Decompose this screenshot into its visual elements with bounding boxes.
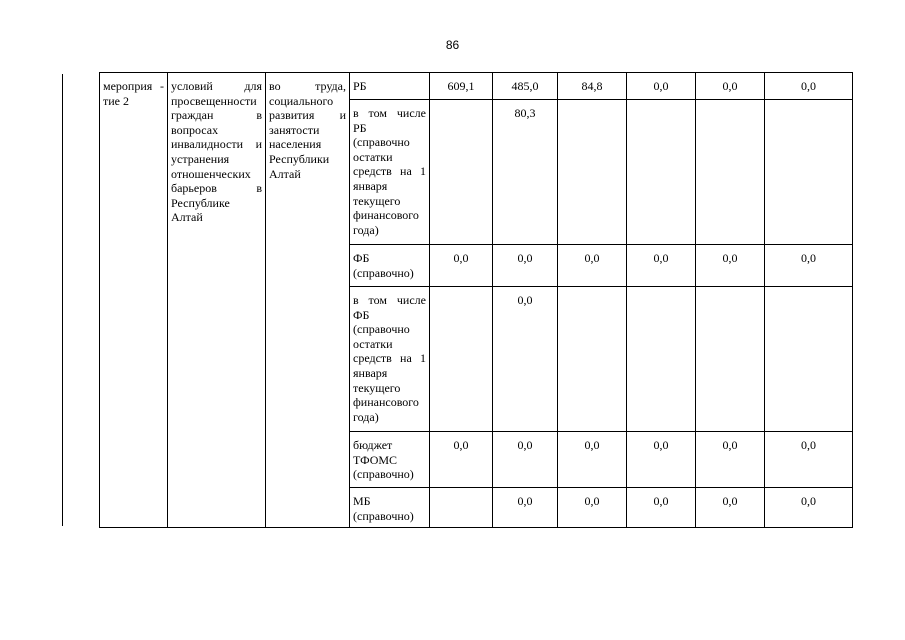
text-line: остатки (353, 336, 393, 351)
text-line: развития и (269, 108, 346, 123)
value-cell: 0,0 (696, 245, 765, 287)
text-line: ТФОМС (353, 452, 398, 467)
text-line: бюджет (353, 438, 393, 452)
value-cell (430, 100, 493, 245)
text-line: (справочно) (353, 508, 414, 523)
measure-name-cell (100, 73, 168, 528)
text-line: ФБ (353, 307, 370, 322)
value-cell (765, 100, 853, 245)
text-line: (справочно) (353, 467, 414, 482)
funding-source-cell (350, 73, 430, 100)
text-line: отношенческих (171, 166, 251, 181)
text-line: мероприя - (103, 79, 164, 93)
value-cell: 0,0 (430, 245, 493, 287)
text-line: во труда, (269, 79, 346, 93)
value-cell: 0,0 (627, 73, 696, 100)
text-line: января (353, 178, 388, 193)
value-cell (558, 100, 627, 245)
text-line: текущего (353, 380, 401, 395)
funding-source-cell (350, 432, 430, 488)
value-cell: 0,0 (765, 432, 853, 488)
text-line: социального (269, 93, 334, 108)
value-cell: 84,8 (558, 73, 627, 100)
value-cell (430, 287, 493, 432)
text-line: занятости (269, 122, 320, 137)
text-line: вопросах (171, 122, 219, 137)
text-line: МБ (353, 494, 371, 508)
text-line: финансового (353, 208, 419, 223)
value-cell: 0,0 (430, 432, 493, 488)
text-line: инвалидности и (171, 137, 262, 152)
funding-source-cell (350, 287, 430, 432)
value-cell: 0,0 (493, 287, 558, 432)
text-line: (справочно (353, 322, 410, 337)
text-line: просвещенности (171, 93, 257, 108)
value-cell: 0,0 (627, 245, 696, 287)
value-cell: 0,0 (558, 488, 627, 528)
value-cell: 0,0 (627, 488, 696, 528)
value-cell: 0,0 (558, 432, 627, 488)
value-cell (765, 287, 853, 432)
value-cell: 0,0 (765, 245, 853, 287)
text-line: (справочно (353, 135, 410, 150)
value-cell (696, 100, 765, 245)
text-line: Алтай (171, 210, 203, 225)
responsible-executor-cell (266, 73, 350, 528)
value-cell: 0,0 (765, 488, 853, 528)
text-line: населения (269, 137, 322, 152)
value-cell (430, 488, 493, 528)
value-cell (696, 287, 765, 432)
text-line: года) (353, 409, 379, 424)
text-line: финансового (353, 395, 419, 410)
text-line: барьеров в (171, 181, 262, 196)
value-cell: 0,0 (696, 73, 765, 100)
value-cell: 0,0 (696, 432, 765, 488)
value-cell: 0,0 (493, 488, 558, 528)
text-line: устранения (171, 151, 230, 166)
value-cell: 0,0 (558, 245, 627, 287)
page-number: 86 (445, 38, 460, 52)
text-line: Республики (269, 151, 330, 166)
value-cell: 0,0 (627, 432, 696, 488)
text-line: ФБ (353, 251, 370, 265)
funding-source-cell (350, 488, 430, 528)
text-line: граждан в (171, 108, 262, 123)
measure-description-cell (168, 73, 266, 528)
table-row (100, 73, 853, 100)
text-line: в том числе (353, 293, 426, 307)
value-cell (627, 287, 696, 432)
text-line: средств на 1 (353, 351, 426, 366)
value-cell: 0,0 (696, 488, 765, 528)
value-cell: 0,0 (765, 73, 853, 100)
funding-source-cell (350, 245, 430, 287)
text-line: условий для (171, 79, 262, 93)
text-line: года) (353, 222, 379, 237)
left-margin-rule (62, 74, 63, 526)
value-cell: 609,1 (430, 73, 493, 100)
value-cell (627, 100, 696, 245)
value-cell (558, 287, 627, 432)
text-line: текущего (353, 193, 401, 208)
value-cell: 485,0 (493, 73, 558, 100)
text-line: января (353, 365, 388, 380)
text-line: тие 2 (103, 93, 129, 108)
text-line: РБ (353, 120, 367, 135)
funding-source-cell (350, 100, 430, 245)
text-line: в том числе (353, 106, 426, 120)
text-line: Республике (171, 195, 230, 210)
text-line: РБ (353, 79, 367, 93)
value-cell: 0,0 (493, 432, 558, 488)
value-cell: 0,0 (493, 245, 558, 287)
text-line: остатки (353, 149, 393, 164)
text-line: (справочно) (353, 265, 414, 280)
budget-table (99, 72, 853, 528)
text-line: Алтай (269, 166, 301, 181)
text-line: средств на 1 (353, 164, 426, 179)
value-cell: 80,3 (493, 100, 558, 245)
